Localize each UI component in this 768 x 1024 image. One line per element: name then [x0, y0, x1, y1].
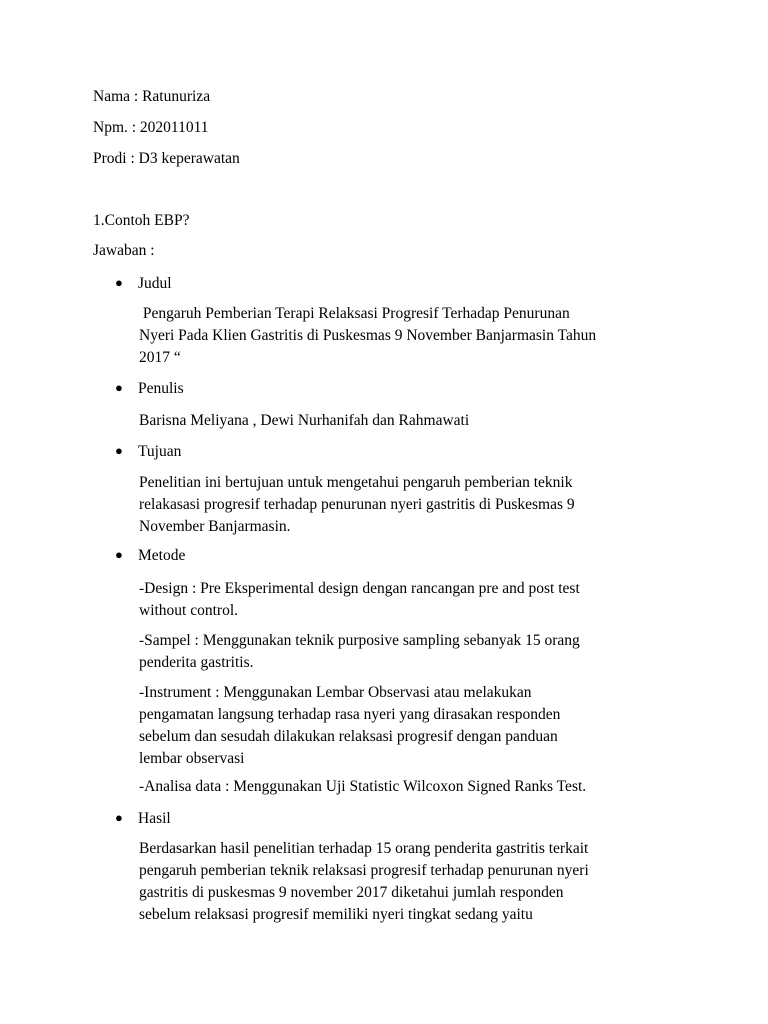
section-heading-hasil: Hasil	[138, 810, 171, 827]
metode-instrument-line: pengamatan langsung terhadap rasa nyeri yang dirasakan responden	[139, 706, 561, 723]
judul-line: Nyeri Pada Klien Gastritis di Puskesmas 9 November Banjarmasin Tahun	[139, 327, 597, 344]
bullet-icon: ●	[115, 380, 123, 395]
hasil-paragraph	[139, 838, 699, 926]
metode-design-line: without control.	[139, 602, 239, 619]
section-heading-metode: Metode	[138, 547, 186, 564]
metode-design	[139, 578, 699, 622]
bullet-icon: ●	[115, 547, 123, 562]
section-heading-judul: Judul	[138, 275, 172, 292]
student-npm: Npm. : 202011011	[93, 119, 209, 136]
section-heading-penulis: Penulis	[138, 380, 184, 397]
metode-instrument-line: lembar observasi	[139, 750, 245, 767]
bullet-item-metode	[115, 547, 185, 565]
question-title: 1.Contoh EBP?	[93, 212, 190, 229]
penulis-paragraph	[139, 410, 699, 432]
tujuan-paragraph	[139, 472, 699, 538]
answer-label: Jawaban :	[93, 242, 155, 259]
tujuan-line: November Banjarmasin.	[139, 518, 291, 535]
penulis-line: Barisna Meliyana , Dewi Nurhanifah dan Rahmawati	[139, 412, 470, 429]
metode-sampel	[139, 630, 699, 674]
tujuan-line: relakasasi progresif terhadap penurunan nyeri gastritis di Puskesmas 9	[139, 496, 575, 513]
hasil-line: pengaruh pemberian teknik relaksasi progresif terhadap penurunan nyeri	[139, 862, 589, 879]
metode-design-line: -Design : Pre Eksperimental design dengan rancangan pre and post test	[139, 580, 580, 597]
student-prodi: Prodi : D3 keperawatan	[93, 150, 240, 167]
bullet-icon: ●	[115, 443, 123, 458]
metode-analisa-line: -Analisa data : Menggunakan Uji Statistic Wilcoxon Signed Ranks Test.	[139, 778, 587, 795]
judul-line: Pengaruh Pemberian Terapi Relaksasi Progresif Terhadap Penurunan	[139, 305, 570, 322]
section-heading-tujuan: Tujuan	[138, 443, 182, 460]
bullet-item-penulis	[115, 380, 184, 398]
metode-instrument	[139, 682, 699, 770]
bullet-item-judul	[115, 275, 172, 293]
metode-sampel-line: -Sampel : Menggunakan teknik purposive sampling sebanyak 15 orang	[139, 632, 580, 649]
hasil-line: sebelum relaksasi progresif memiliki nyeri tingkat sedang yaitu	[139, 906, 533, 923]
hasil-line: Berdasarkan hasil penelitian terhadap 15 orang penderita gastritis terkait	[139, 840, 589, 857]
metode-instrument-line: sebelum dan sesudah dilakukan relaksasi progresif dengan panduan	[139, 728, 558, 745]
bullet-icon: ●	[115, 810, 123, 825]
student-name: Nama : Ratunuriza	[93, 88, 211, 105]
metode-sampel-line: penderita gastritis.	[139, 654, 254, 671]
metode-instrument-line: -Instrument : Menggunakan Lembar Observasi atau melakukan	[139, 684, 532, 701]
bullet-item-hasil	[115, 810, 171, 828]
bullet-icon: ●	[115, 275, 123, 290]
tujuan-line: Penelitian ini bertujuan untuk mengetahui pengaruh pemberian teknik	[139, 474, 573, 491]
metode-analisa	[139, 776, 699, 798]
hasil-line: gastritis di puskesmas 9 november 2017 diketahui jumlah responden	[139, 884, 564, 901]
bullet-item-tujuan	[115, 443, 181, 461]
judul-line: 2017 “	[139, 349, 181, 366]
judul-paragraph	[139, 303, 699, 369]
